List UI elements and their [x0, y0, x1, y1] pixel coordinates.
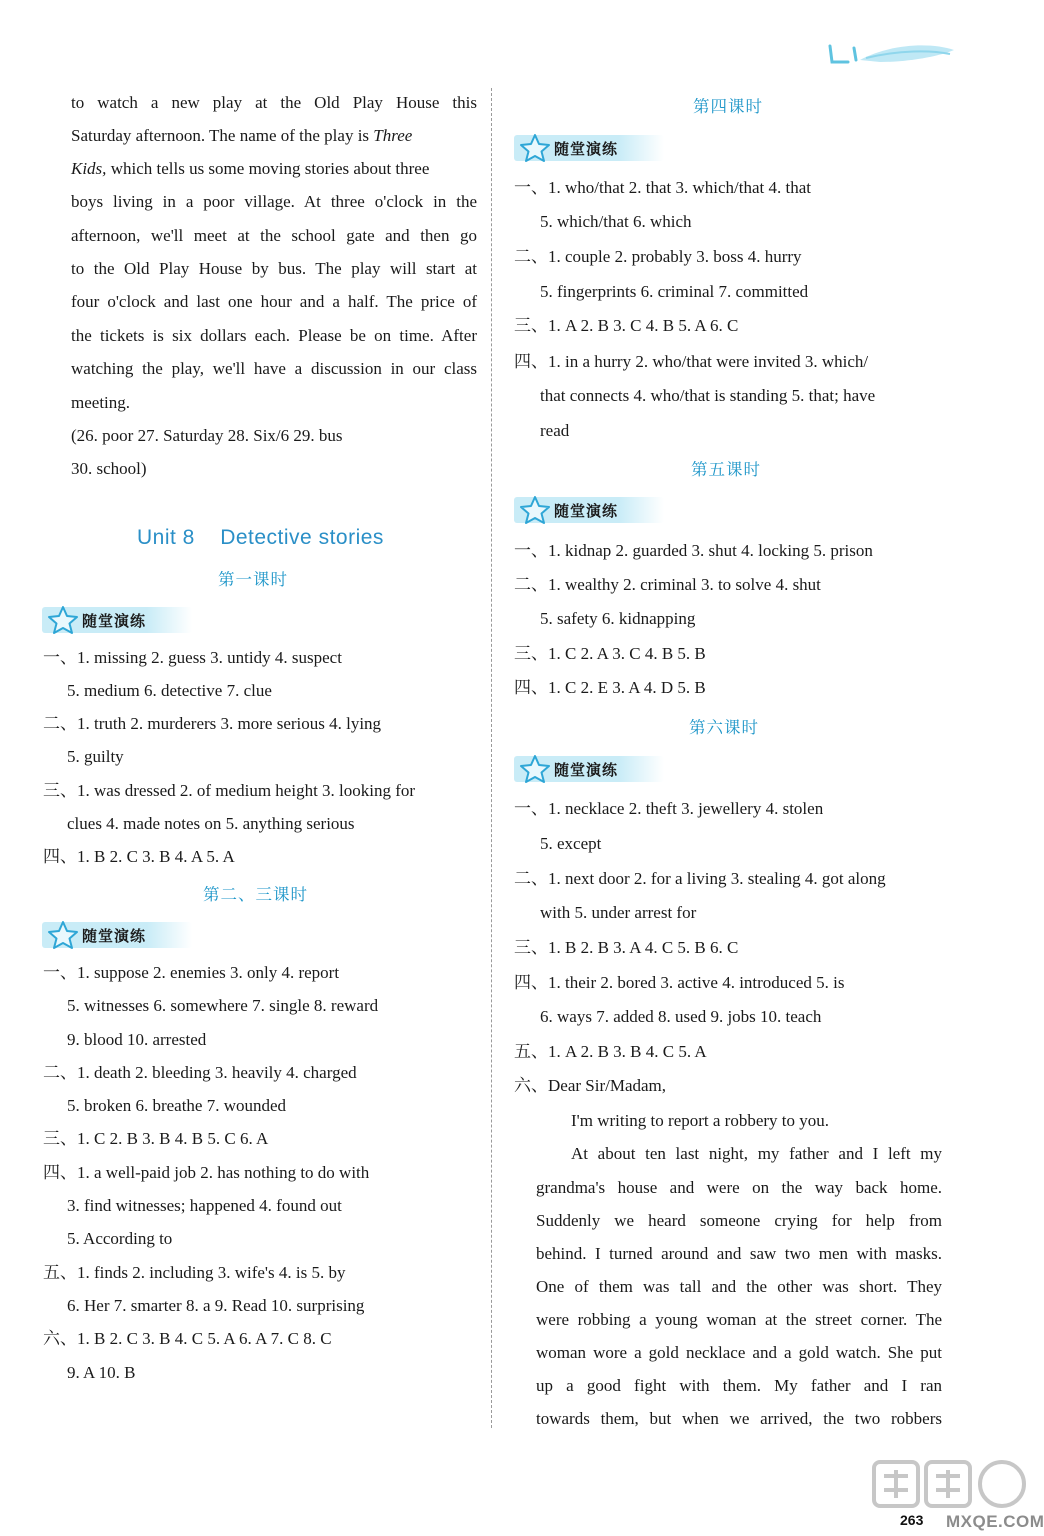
watermark-text: MXQE.COM	[946, 1512, 1044, 1531]
answer-line: 二、1. wealthy 2. criminal 3. to solve 4. shut	[514, 575, 821, 594]
lesson-heading: 第五课时	[691, 460, 761, 479]
lesson-heading: 第二、三课时	[203, 885, 308, 904]
letter-line: Suddenly we heard someone crying for help from	[536, 1211, 942, 1230]
practice-banner	[42, 607, 192, 633]
intro-line: to the Old Play House by bus. The play will start at	[71, 259, 477, 278]
answer-line: 一、1. kidnap 2. guarded 3. shut 4. locking 5. prison	[514, 541, 873, 560]
practice-label: 随堂演练	[82, 612, 147, 630]
star-icon	[518, 495, 552, 525]
header-decoration	[820, 40, 960, 77]
unit-title: Unit 8 Detective stories	[137, 526, 384, 549]
answer-line: 6. Her 7. smarter 8. a 9. Read 10. surprising	[67, 1296, 365, 1315]
intro-line: Kids, which tells us some moving stories about three	[71, 159, 430, 178]
answer-line: 9. blood 10. arrested	[67, 1030, 207, 1049]
answer-line: 五、1. A 2. B 3. B 4. C 5. A	[514, 1042, 707, 1061]
star-icon	[46, 605, 80, 635]
answer-line: 四、1. a well-paid job 2. has nothing to do with	[43, 1163, 370, 1182]
answer-line: 5. medium 6. detective 7. clue	[67, 681, 272, 700]
answer-line: 六、1. B 2. C 3. B 4. C 5. A 6. A 7. C 8. C	[43, 1329, 332, 1348]
answer-line: that connects 4. who/that is standing 5. that; have	[540, 386, 876, 405]
intro-line: to watch a new play at the Old Play House this	[71, 93, 477, 112]
answer-line: 9. A 10. B	[67, 1363, 136, 1382]
practice-label: 随堂演练	[82, 927, 147, 945]
lesson-heading: 第一课时	[218, 570, 288, 589]
answer-line: 5. except	[540, 834, 602, 853]
answer-line: 5. guilty	[67, 747, 124, 766]
answer-line: 5. fingerprints 6. criminal 7. committed	[540, 282, 809, 301]
star-icon	[518, 754, 552, 784]
answer-line: 6. ways 7. added 8. used 9. jobs 10. teach	[540, 1007, 822, 1026]
practice-banner	[514, 756, 664, 782]
answer-line: 5. broken 6. breathe 7. wounded	[67, 1096, 287, 1115]
answer-line: 三、1. C 2. B 3. B 4. B 5. C 6. A	[43, 1129, 269, 1148]
answer-line: (26. poor 27. Saturday 28. Six/6 29. bus	[71, 426, 343, 445]
practice-banner	[514, 497, 664, 523]
answer-line: with 5. under arrest for	[540, 903, 697, 922]
lesson-heading: 第四课时	[693, 97, 763, 116]
answer-line: clues 4. made notes on 5. anything serious	[67, 814, 355, 833]
letter-line: towards them, but when we arrived, the two robbers	[536, 1409, 942, 1428]
intro-line: Saturday afternoon. The name of the play is Three	[71, 126, 413, 145]
answer-line: 3. find witnesses; happened 4. found out	[67, 1196, 342, 1215]
answer-line: 三、1. B 2. B 3. A 4. C 5. B 6. C	[514, 938, 739, 957]
column-divider	[491, 88, 492, 1428]
play-title: Kids,	[71, 159, 107, 178]
answer-line: 一、1. suppose 2. enemies 3. only 4. report	[43, 963, 340, 982]
answer-line: 一、1. necklace 2. theft 3. jewellery 4. stolen	[514, 799, 824, 818]
answer-line: 三、1. A 2. B 3. C 4. B 5. A 6. C	[514, 316, 739, 335]
page-number: 263	[900, 1512, 924, 1528]
letter-line: were robbing a young woman at the street corner. The	[536, 1310, 942, 1329]
answer-line: 5. witnesses 6. somewhere 7. single 8. reward	[67, 996, 379, 1015]
intro-line: four o'clock and last one hour and a half. The price of	[71, 292, 477, 311]
answer-line: 四、1. C 2. E 3. A 4. D 5. B	[514, 678, 706, 697]
answer-line: 5. safety 6. kidnapping	[540, 609, 696, 628]
lesson-heading: 第六课时	[689, 718, 759, 737]
answer-line: 5. According to	[67, 1229, 173, 1248]
answer-line: 二、1. truth 2. murderers 3. more serious 4. lying	[43, 714, 382, 733]
answer-line: 一、1. who/that 2. that 3. which/that 4. that	[514, 178, 811, 197]
answer-line: 四、1. in a hurry 2. who/that were invited 3. which/	[514, 352, 869, 371]
practice-label: 随堂演练	[554, 140, 619, 158]
answer-line: 一、1. missing 2. guess 3. untidy 4. suspect	[43, 648, 342, 667]
answer-line: 三、1. C 2. A 3. C 4. B 5. B	[514, 644, 706, 663]
practice-banner	[42, 922, 192, 948]
answer-line: 30. school)	[71, 459, 147, 478]
letter-line: up a good fight with them. My father and I ran	[536, 1376, 942, 1395]
answer-line: 五、1. finds 2. including 3. wife's 4. is 5. by	[43, 1263, 346, 1282]
letter-line: I'm writing to report a robbery to you.	[571, 1111, 830, 1130]
intro-line: the tickets is six dollars each. Please be on time. After	[71, 326, 477, 345]
letter-line: One of them was tall and the other was short. They	[536, 1277, 942, 1296]
letter-line: behind. I turned around and saw two men with masks.	[536, 1244, 942, 1263]
answer-line: read	[540, 421, 570, 440]
intro-line: boys living in a poor village. At three o'clock in the	[71, 192, 477, 211]
answer-line: 二、1. couple 2. probably 3. boss 4. hurry	[514, 247, 802, 266]
answer-line: 5. which/that 6. which	[540, 212, 692, 231]
answer-line: 二、1. next door 2. for a living 3. stealing 4. got along	[514, 869, 886, 888]
star-icon	[518, 133, 552, 163]
answer-line: 三、1. was dressed 2. of medium height 3. looking for	[43, 781, 416, 800]
practice-label: 随堂演练	[554, 502, 619, 520]
answer-line: 四、1. their 2. bored 3. active 4. introduced 5. is	[514, 973, 845, 992]
practice-banner	[514, 135, 664, 161]
letter-line: At about ten last night, my father and I left my	[571, 1144, 942, 1163]
answer-line: 二、1. death 2. bleeding 3. heavily 4. charged	[43, 1063, 357, 1082]
letter-line: grandma's house and were on the way back home.	[536, 1178, 942, 1197]
practice-label: 随堂演练	[554, 761, 619, 779]
intro-line: meeting.	[71, 393, 131, 412]
intro-line: watching the play, we'll have a discussion in our class	[71, 359, 477, 378]
play-title: Three	[373, 126, 413, 145]
letter-line: woman wore a gold necklace and a gold watch. She put	[536, 1343, 942, 1362]
answer-line: 六、Dear Sir/Madam,	[514, 1076, 667, 1095]
intro-line: afternoon, we'll meet at the school gate and then go	[71, 226, 477, 245]
answer-line: 四、1. B 2. C 3. B 4. A 5. A	[43, 847, 235, 866]
star-icon	[46, 920, 80, 950]
